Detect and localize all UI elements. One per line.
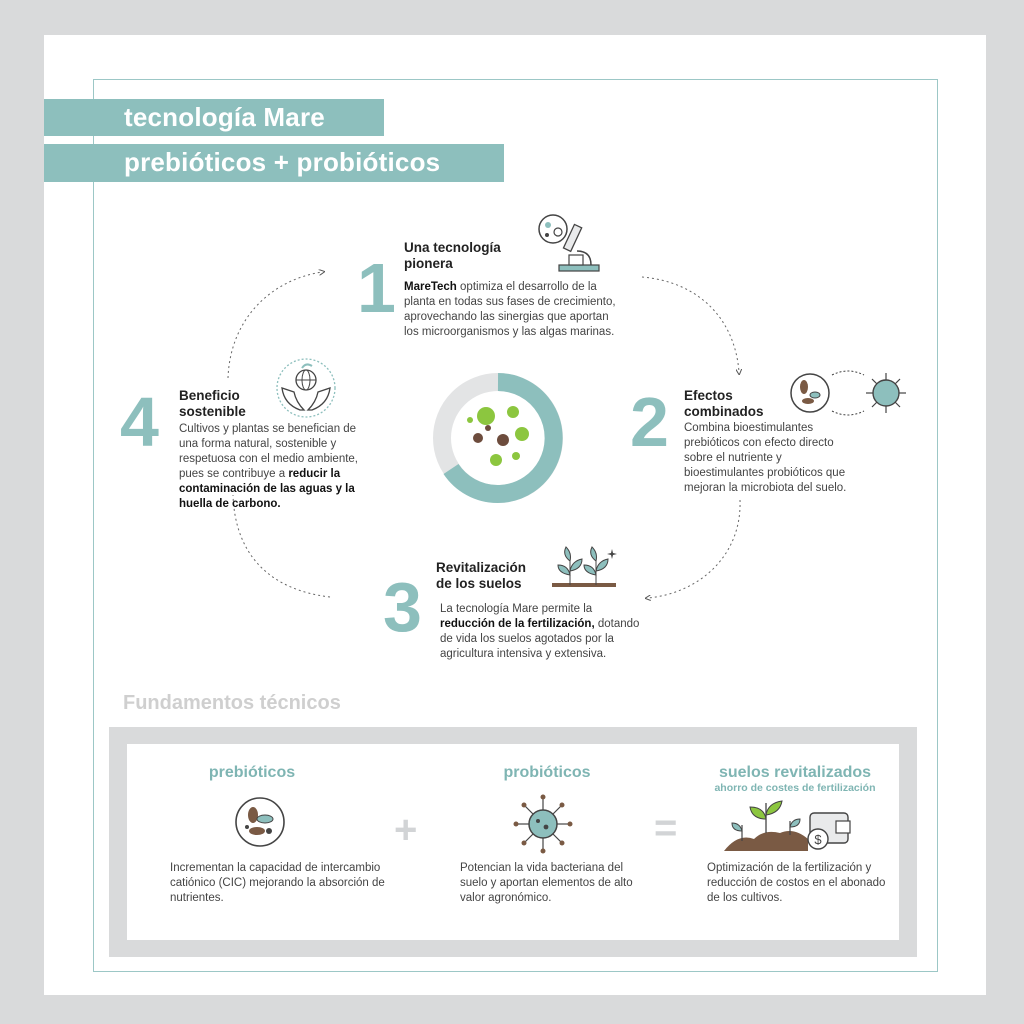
step-1-title: Una tecnología pionera <box>404 240 501 271</box>
step-4-number: 4 <box>120 383 159 461</box>
arc-2-to-3 <box>648 500 740 598</box>
equals-symbol: = <box>654 806 678 850</box>
col-suelos-text: Optimización de la fertilización y reducción de costos en el abonado de los cultivos. <box>707 862 886 904</box>
microbes-exchange-icon <box>788 365 913 420</box>
section-title: Fundamentos técnicos <box>123 692 341 714</box>
col-prebioticos-heading: prebióticos <box>208 764 296 781</box>
step-3-body: La tecnología Mare permite la reducción de la fertilización, dotando de vida los suelos agotados por la agricultura intensiva y extensiva. <box>440 603 640 660</box>
probiotics-icon <box>512 793 574 855</box>
step-4-body: Cultivos y plantas se benefician de una forma natural, sostenible y respetuosa con el medio ambiente, pues se contribuye a reducir la contaminación de las aguas y la huella de carbono. <box>179 423 358 510</box>
step-3-title: Revitalización de los suelos <box>436 560 527 591</box>
microscope-icon <box>533 207 601 275</box>
col-suelos-subheading: ahorro de costes de fertilización <box>714 782 876 794</box>
step-2-number: 2 <box>630 383 669 461</box>
col-probioticos-text: Potencian la vida bacteriana del suelo y aportan elementos de alto valor agronómico. <box>460 862 633 904</box>
title-banner-2: prebióticos + probióticos <box>44 144 504 182</box>
step-2-title: Efectos combinados <box>684 388 764 419</box>
step-3-number: 3 <box>383 568 422 646</box>
arc-1-to-2 <box>642 277 739 372</box>
title-banner-1: tecnología Mare <box>44 99 384 136</box>
hands-globe-icon <box>270 358 342 424</box>
prebiotics-icon <box>233 795 287 849</box>
step-4-title: Beneficio sostenible <box>179 388 246 419</box>
sprouts-icon <box>550 545 620 593</box>
step-1-body: MareTech optimiza el desarrollo de la planta en todas sus fases de crecimiento, aprovechando las sinergias que aportan los microorganismos y las algas marinas. <box>404 281 616 338</box>
center-logo <box>428 368 568 508</box>
col-suelos-heading: suelos revitalizados <box>718 764 872 781</box>
col-probioticos-heading: probióticos <box>503 764 591 781</box>
col-prebioticos-text: Incrementan la capacidad de intercambio catiónico (CIC) mejorando la absorción de nutrientes. <box>170 862 385 904</box>
step-2-body: Combina bioestimulantes prebióticos con efecto directo sobre el nutriente y bioestimulantes probióticos que mejoran la microbiota del suelo. <box>684 422 847 494</box>
dots-logo-icon <box>467 406 529 466</box>
soil-savings-icon <box>724 797 854 853</box>
svg-text:$: $ <box>814 832 822 847</box>
step-1-number: 1 <box>357 249 396 327</box>
plus-symbol: + <box>394 808 418 852</box>
